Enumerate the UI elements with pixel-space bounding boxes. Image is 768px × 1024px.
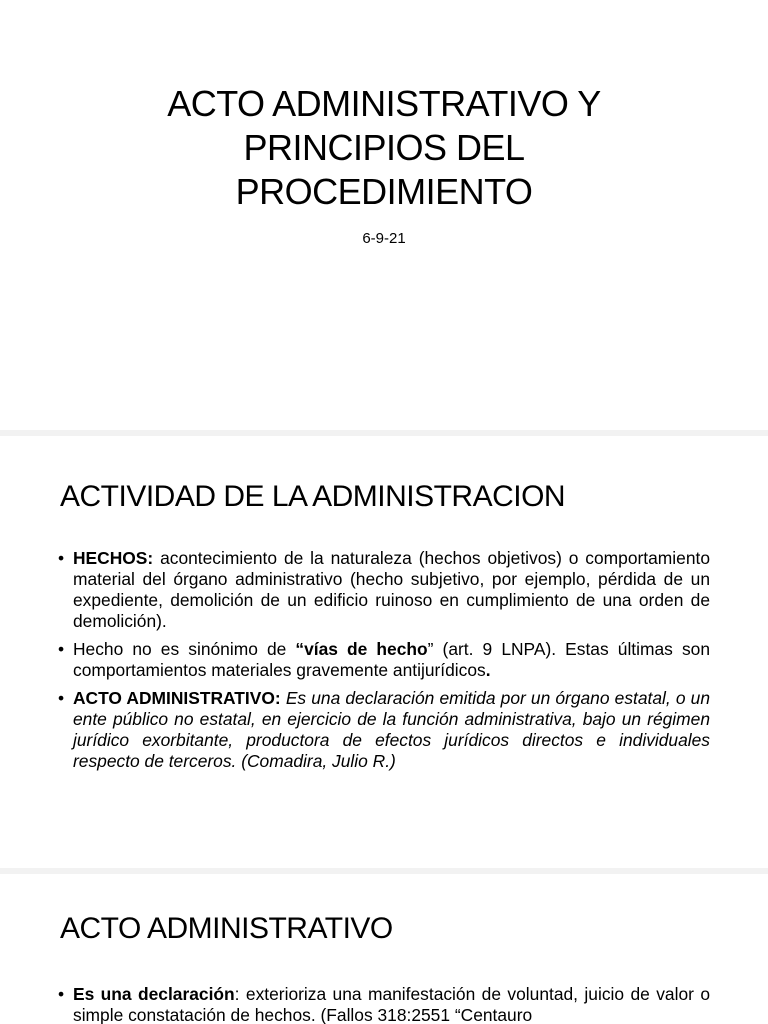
bullet-hechos (58, 548, 710, 632)
bullet-term: ACTO ADMINISTRATIVO: (73, 688, 281, 708)
bullet-vias-de-hecho (58, 639, 710, 681)
bullet-acto-administrativo (58, 688, 710, 772)
bullet-term: HECHOS: (73, 548, 154, 568)
bullet-list (58, 984, 710, 1024)
acto-administrativo-slide (0, 874, 768, 1024)
title-slide (0, 0, 768, 430)
actividad-slide (0, 436, 768, 868)
slide-title-line-1: ACTO ADMINISTRATIVO Y (167, 83, 601, 124)
bullet-text: : exterioriza una manifestación de voluntad, juicio de valor o simple constatación de hechos. (Fallos 318:2551 “Centauro (73, 984, 710, 1024)
bullet-text: Hecho no es sinónimo de (73, 639, 296, 659)
bullet-text: ” (art. 9 LNPA). Estas últimas son comportamientos materiales gravemente antijurídicos (73, 639, 710, 680)
slide-date: 6-9-21 (362, 230, 406, 247)
bullet-text: Es una declaración emitida por un órgano estatal, o un ente público no estatal, en ejercicio de la función administrativa, bajo un régimen jurídico exorbitante, productora de efectos jurídicos directos e individuales respecto de terceros. (Comadira, Julio R.) (73, 688, 710, 771)
bullet-term: Es una declaración (73, 984, 235, 1004)
bullet-end: . (485, 660, 491, 680)
slide-title-line-3: PROCEDIMIENTO (235, 171, 533, 212)
bullet-term: “vías de hecho (295, 639, 428, 659)
slide-heading: ACTIVIDAD DE LA ADMINISTRACION (60, 480, 566, 513)
bullet-text: acontecimiento de la naturaleza (hechos objetivos) o comportamiento material del órgano administrativo (hecho subjetivo, por ejemplo, pérdida de un expediente, demolición de un edificio ruinoso en cumplimiento de una orden de demolición). (73, 548, 710, 631)
bullet-declaracion (58, 984, 710, 1024)
slide-heading: ACTO ADMINISTRATIVO (60, 912, 393, 945)
slide-title (0, 82, 768, 214)
bullet-list (58, 548, 710, 779)
slide-title-line-2: PRINCIPIOS DEL (243, 127, 525, 168)
